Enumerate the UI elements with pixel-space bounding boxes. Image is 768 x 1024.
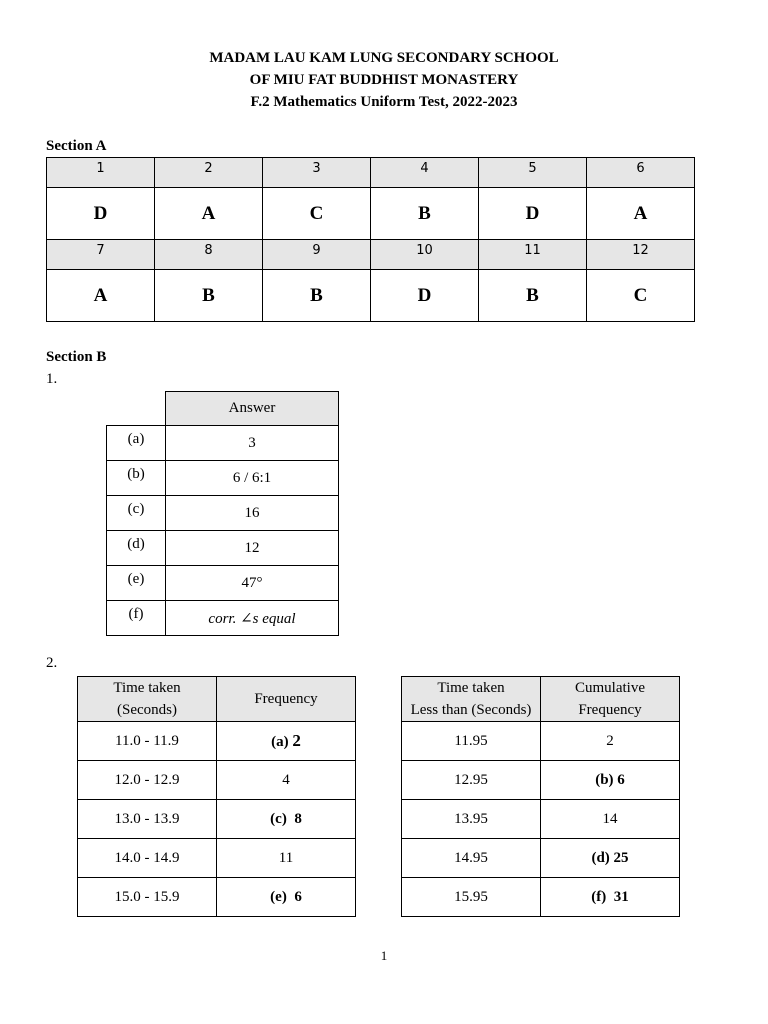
table-header-row (402, 677, 680, 722)
frequency-cell (217, 722, 356, 761)
section-b-title: Section B (46, 349, 107, 365)
time-taken-header (78, 677, 217, 722)
question-number-row (47, 240, 695, 270)
school-name-line1: MADAM LAU KAM LUNG SECONDARY SCHOOL (209, 50, 559, 66)
cumulative-value: 6 (617, 771, 625, 788)
frequency-value: 2 (292, 731, 301, 750)
header-line: Frequency (578, 702, 642, 718)
answer-row (47, 188, 695, 240)
frequency-header: Frequency (217, 677, 356, 722)
table-row (78, 800, 356, 839)
cumulative-value: 31 (613, 888, 629, 905)
part-label: (c) (270, 810, 287, 827)
answer-letter: B (371, 188, 479, 240)
interval-cell: 14.0 - 14.9 (78, 839, 217, 878)
table-row (402, 839, 680, 878)
part-answer: 12 (166, 531, 339, 566)
bound-cell: 11.95 (402, 722, 541, 761)
header-line: Cumulative (575, 680, 645, 696)
table-row (78, 722, 356, 761)
answer-letter: D (47, 188, 155, 240)
part-label: (d) (107, 531, 166, 566)
cumulative-value: 25 (613, 849, 629, 866)
answer-letter: B (479, 270, 587, 322)
question-number: 11 (479, 240, 587, 270)
bound-cell: 14.95 (402, 839, 541, 878)
section-a-title: Section A (46, 138, 107, 154)
header-line: Less than (Seconds) (410, 702, 532, 718)
table-row (107, 461, 339, 496)
bound-cell: 12.95 (402, 761, 541, 800)
part-label: (b) (107, 461, 166, 496)
page-number: 1 (380, 948, 388, 963)
cumulative-cell: 14 (541, 800, 680, 839)
part-answer: 47° (166, 566, 339, 601)
answer-letter: C (263, 188, 371, 240)
cumulative-frequency-header (541, 677, 680, 722)
frequency-cell: 4 (217, 761, 356, 800)
part-answer: 6 / 6:1 (166, 461, 339, 496)
question-1-answer-table (106, 391, 339, 636)
part-label: (a) (271, 734, 289, 750)
question-1-number: 1. (46, 371, 58, 387)
table-row (107, 601, 339, 636)
table-row (78, 878, 356, 917)
answer-row (47, 270, 695, 322)
part-answer: 16 (166, 496, 339, 531)
frequency-value: 6 (294, 888, 302, 905)
cumulative-frequency-table (401, 676, 680, 917)
part-answer: 3 (166, 426, 339, 461)
question-number: 8 (155, 240, 263, 270)
bound-cell: 13.95 (402, 800, 541, 839)
answer-letter: D (479, 188, 587, 240)
question-2-number: 2. (46, 655, 58, 671)
frequency-cell: 11 (217, 839, 356, 878)
interval-cell: 13.0 - 13.9 (78, 800, 217, 839)
part-label: (c) (107, 496, 166, 531)
cumulative-cell (541, 761, 680, 800)
answer-letter: A (155, 188, 263, 240)
answer-letter: A (47, 270, 155, 322)
part-label: (f) (591, 888, 607, 905)
cumulative-cell (541, 878, 680, 917)
table-row (402, 878, 680, 917)
table-row (402, 800, 680, 839)
question-number: 2 (155, 158, 263, 188)
question-number: 3 (263, 158, 371, 188)
part-answer: corr. ∠s equal (166, 601, 339, 636)
question-number: 7 (47, 240, 155, 270)
question-number: 12 (587, 240, 695, 270)
part-label: (a) (107, 426, 166, 461)
answer-letter: D (371, 270, 479, 322)
cumulative-cell (541, 839, 680, 878)
interval-cell: 12.0 - 12.9 (78, 761, 217, 800)
question-number: 1 (47, 158, 155, 188)
header-line: (Seconds) (117, 702, 177, 718)
frequency-value: 8 (294, 810, 302, 827)
table-row (402, 761, 680, 800)
question-number: 9 (263, 240, 371, 270)
question-number-row (47, 158, 695, 188)
table-row (107, 566, 339, 601)
time-less-than-header (402, 677, 541, 722)
question-number: 4 (371, 158, 479, 188)
table-row (107, 531, 339, 566)
section-a-answer-grid (46, 157, 695, 322)
table-row (107, 496, 339, 531)
part-label: (b) (595, 771, 614, 788)
answer-header: Answer (166, 392, 339, 426)
cumulative-cell: 2 (541, 722, 680, 761)
answer-letter: B (155, 270, 263, 322)
table-header-row (107, 392, 339, 426)
table-row (78, 839, 356, 878)
empty-cell (107, 392, 166, 426)
header-line: Time taken (113, 680, 181, 696)
part-label: (f) (107, 601, 166, 636)
frequency-table (77, 676, 356, 917)
part-label: (e) (107, 566, 166, 601)
table-header-row (78, 677, 356, 722)
interval-cell: 11.0 - 11.9 (78, 722, 217, 761)
bound-cell: 15.95 (402, 878, 541, 917)
question-number: 6 (587, 158, 695, 188)
header-line: Time taken (437, 680, 505, 696)
test-title: F.2 Mathematics Uniform Test, 2022-2023 (250, 94, 518, 110)
question-number: 5 (479, 158, 587, 188)
table-row (107, 426, 339, 461)
answer-letter: A (587, 188, 695, 240)
frequency-cell (217, 800, 356, 839)
frequency-cell (217, 878, 356, 917)
question-number: 10 (371, 240, 479, 270)
part-label: (e) (270, 888, 287, 905)
answer-letter: B (263, 270, 371, 322)
table-row (402, 722, 680, 761)
part-label: (d) (591, 849, 610, 866)
interval-cell: 15.0 - 15.9 (78, 878, 217, 917)
table-row (78, 761, 356, 800)
school-name-line2: OF MIU FAT BUDDHIST MONASTERY (249, 72, 519, 88)
answer-letter: C (587, 270, 695, 322)
